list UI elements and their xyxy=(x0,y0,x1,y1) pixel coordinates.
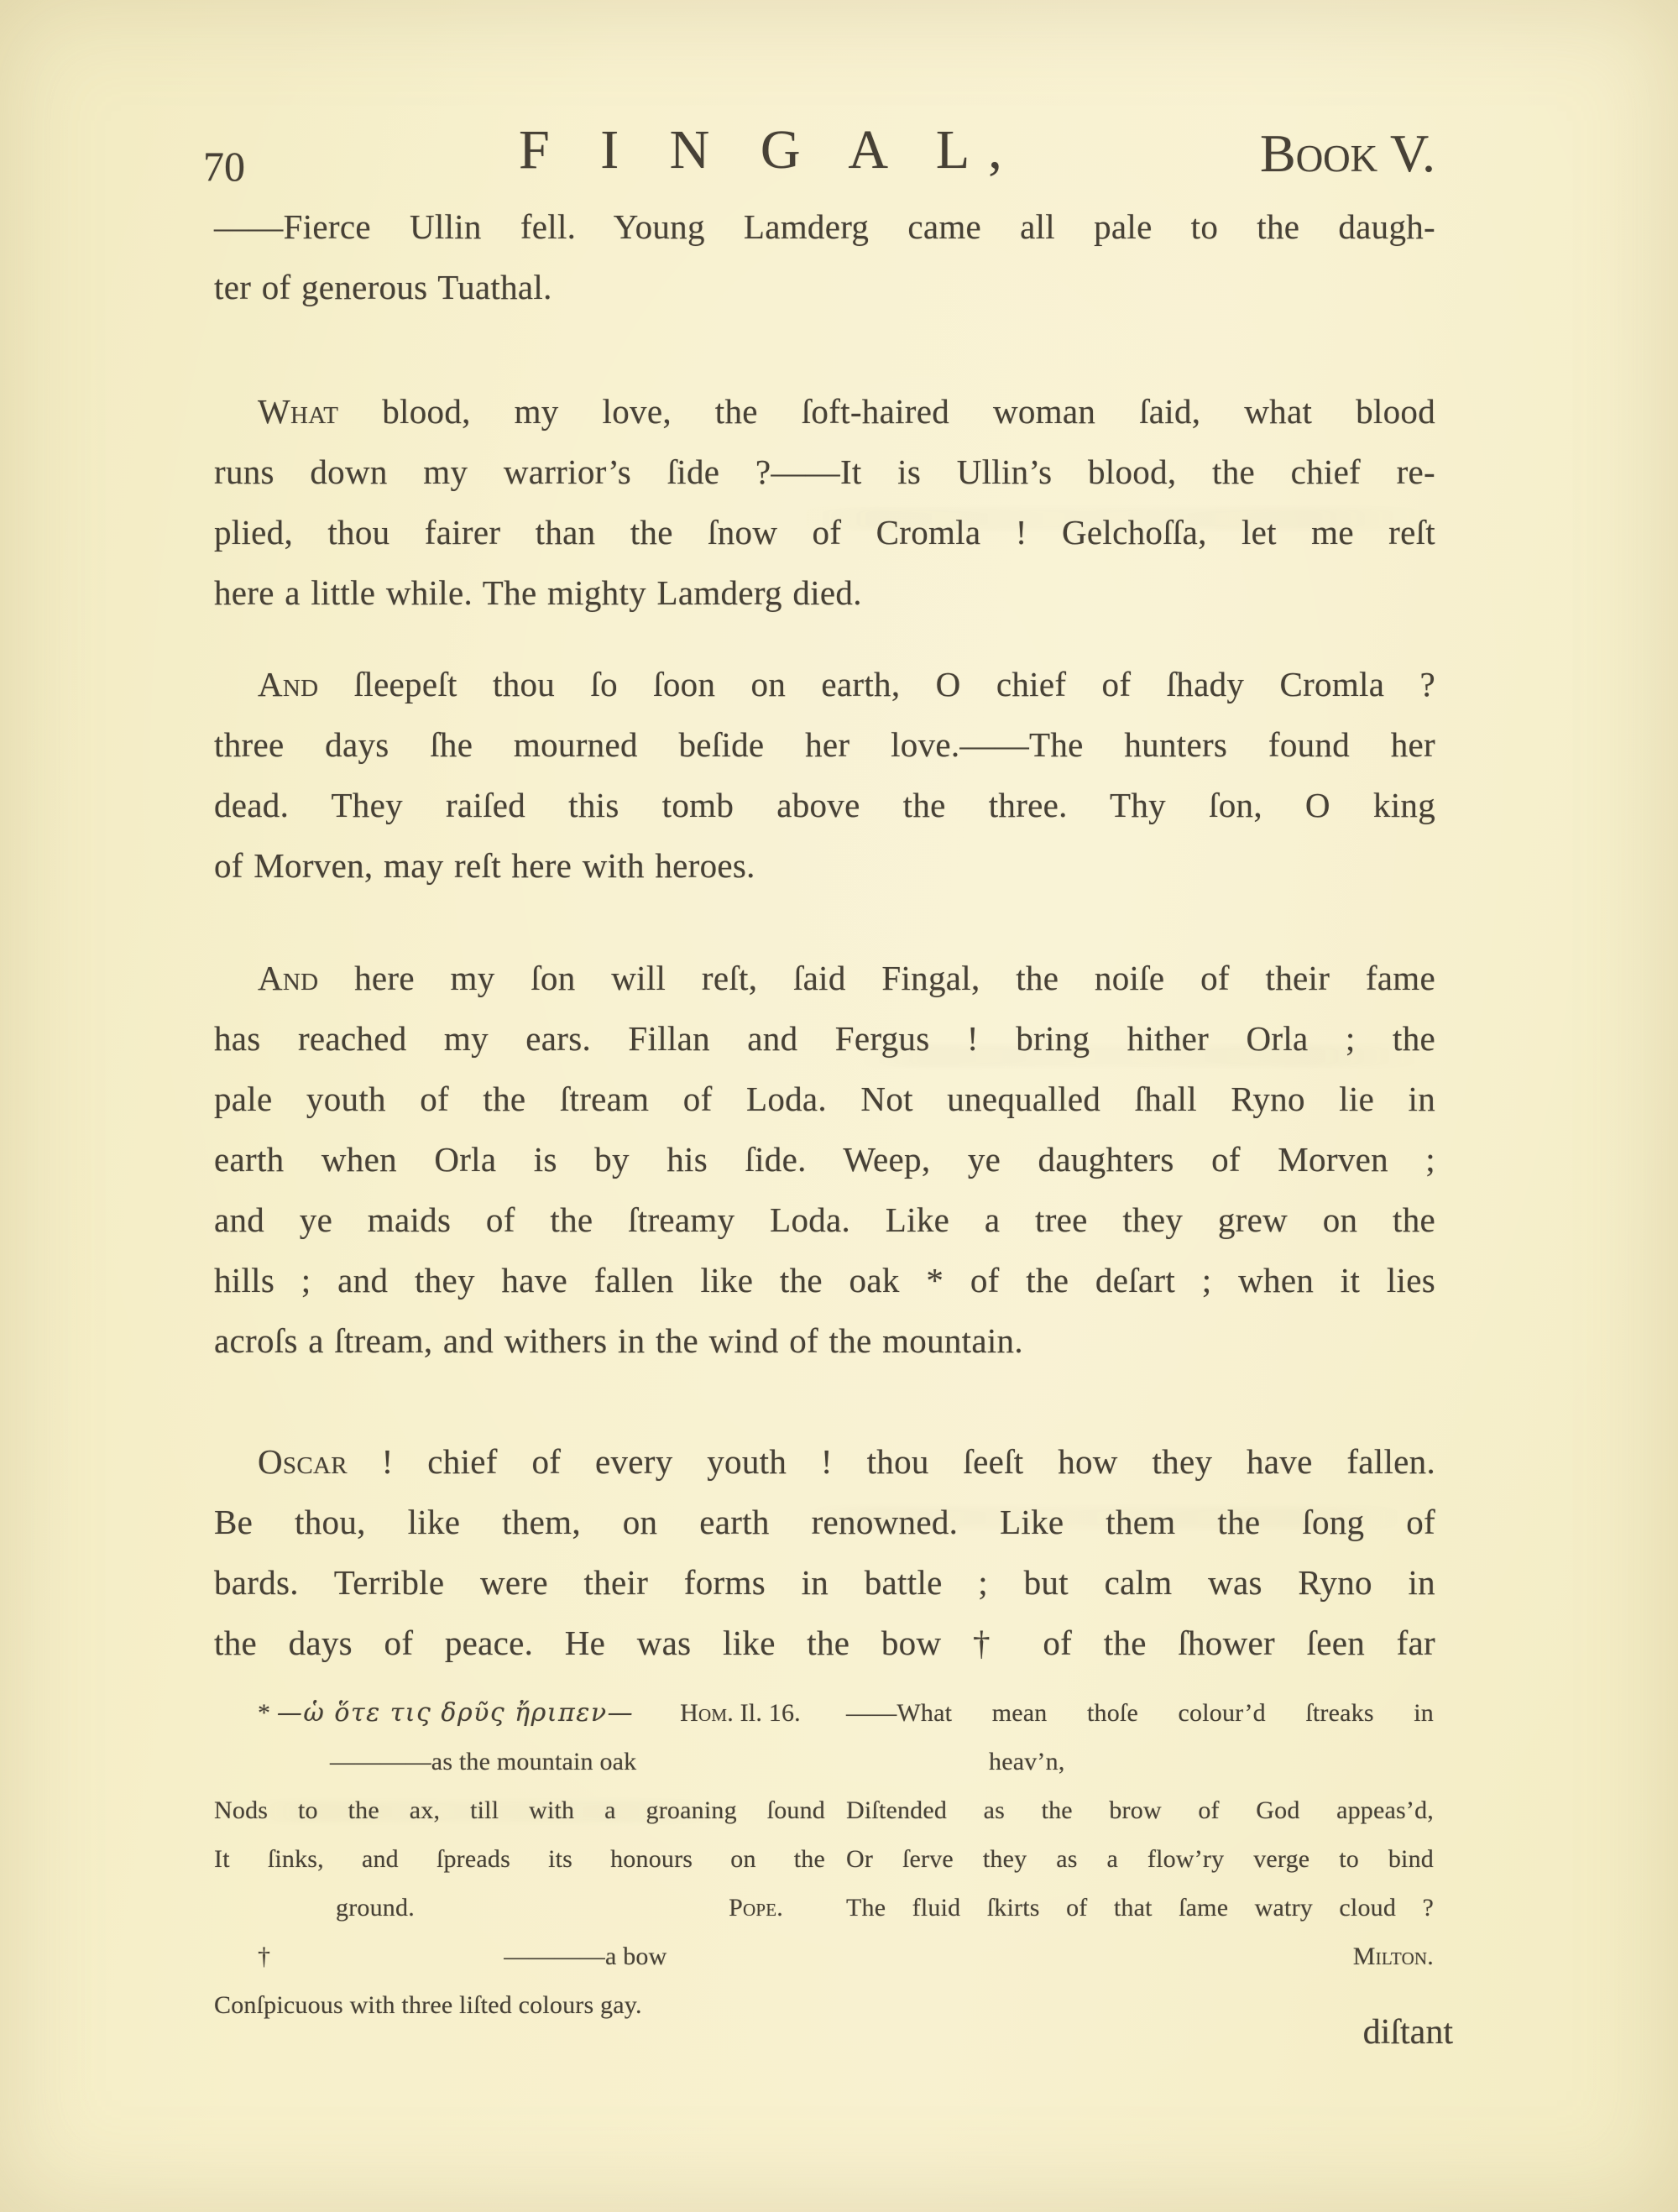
footnote-line: Conſpicuous with three liſted colours gay. xyxy=(214,1991,642,2019)
text-line xyxy=(214,948,1435,1008)
footnote-dagger-marker: † xyxy=(258,1943,271,1970)
paragraph xyxy=(214,196,1435,317)
line-text: ————a bow xyxy=(504,1943,667,1970)
footnote-line xyxy=(214,1884,825,1932)
line-text: ſleepeſt thou ſo ſoon on earth, O chief of ſhady Cromla ? xyxy=(318,665,1435,703)
greek-quote: —ὡ ὅτε τις δρῦς ἤριπεν— xyxy=(276,1698,635,1728)
footnote-line: Or ſerve they as a flow’ry verge to bind xyxy=(846,1845,1434,1873)
lead-word: What xyxy=(258,392,339,431)
footnote-line: Diſtended as the brow of God appeas’d, xyxy=(846,1796,1434,1824)
text-line: Be thou, like them, on earth renowned. Like them the ſong of xyxy=(214,1503,1435,1541)
text-line: ter of generous Tuathal. xyxy=(214,268,552,306)
running-title: F I N G A L, xyxy=(519,119,1021,180)
book-word: Book xyxy=(1260,123,1378,183)
text-line: acroſs a ſtream, and withers in the wind of the mountain. xyxy=(214,1321,1023,1360)
text-line: hills ; and they have fallen like the oak * of the deſart ; when it lies xyxy=(214,1261,1435,1299)
footnote-line: It ſinks, and ſpreads its honours on the xyxy=(214,1845,825,1873)
paragraph xyxy=(214,1431,1435,1673)
footnote-column-left xyxy=(214,1689,825,2030)
footnote-line: The fluid ſkirts of that ſame watry cloud ? xyxy=(846,1894,1434,1922)
page-number: 70 xyxy=(203,143,245,190)
text-line: pale youth of the ſtream of Loda. Not unequalled ſhall Ryno lie in xyxy=(214,1080,1435,1118)
footnote-line xyxy=(214,1932,825,1981)
catchword: diſtant xyxy=(1362,2013,1453,2052)
citation xyxy=(680,1699,801,1727)
line-text: here my ſon will reſt, ſaid Fingal, the noiſe of their fame xyxy=(318,959,1435,997)
footnote-line: ————as the mountain oak xyxy=(330,1748,637,1775)
footnote-line: heav’n, xyxy=(989,1748,1065,1775)
footnote-asterisk-marker: * xyxy=(258,1699,271,1727)
line-text: blood, my love, the ſoft-haired woman ſaid, what blood xyxy=(338,392,1435,431)
citation-author: Hom. xyxy=(680,1699,734,1727)
text-line: dead. They raiſed this tomb above the three. Thy ſon, O king xyxy=(214,786,1435,824)
paragraph xyxy=(214,654,1435,896)
text-line: bards. Terrible were their forms in battle ; but calm was Ryno in xyxy=(214,1563,1435,1602)
text-line: three days ſhe mourned beſide her love.——The hunters found her xyxy=(214,725,1435,764)
text-line xyxy=(214,654,1435,714)
book-numeral: V. xyxy=(1377,123,1435,183)
text-line: here a little while. The mighty Lamderg died. xyxy=(214,573,862,612)
text-line: plied, thou fairer than the ſnow of Cromla ! Gelchoſſa, let me reſt xyxy=(214,513,1435,552)
text-line: and ye maids of the ſtreamy Loda. Like a tree they grew on the xyxy=(214,1200,1435,1239)
text-line: runs down my warrior’s ſide ?——It is Ullin’s blood, the chief re- xyxy=(214,452,1435,491)
book-chapter-label xyxy=(1260,123,1435,183)
text-line: has reached my ears. Fillan and Fergus ! bring hither Orla ; the xyxy=(214,1019,1435,1058)
footnote-line: Nods to the ax, till with a groaning ſound xyxy=(214,1796,825,1824)
paragraph xyxy=(214,381,1435,623)
footnote-line: ——What mean thoſe colour’d ſtreaks in xyxy=(846,1699,1434,1727)
text-line: the days of peace. He was like the bow † of the ſhower ſeen far xyxy=(214,1624,1435,1662)
paragraph xyxy=(214,948,1435,1371)
text-line xyxy=(214,1431,1435,1492)
text-line: of Morven, may reſt here with heroes. xyxy=(214,846,755,885)
text-line: earth when Orla is by his ſide. Weep, ye daughters of Morven ; xyxy=(214,1140,1435,1179)
lead-word: Oscar xyxy=(258,1442,348,1481)
citation-ref: Il. 16. xyxy=(733,1699,801,1727)
citation-author: Pope. xyxy=(729,1894,783,1922)
lead-word: And xyxy=(258,665,319,703)
footnote-line xyxy=(214,1689,825,1738)
lead-word: And xyxy=(258,959,319,997)
text-line: ——Fierce Ullin fell. Young Lamderg came all pale to the daugh- xyxy=(214,207,1435,246)
footnote-column-right xyxy=(846,1689,1434,1981)
citation-author: Milton. xyxy=(1352,1943,1434,1970)
line-text: ! chief of every youth ! thou ſeeſt how they have fallen. xyxy=(347,1442,1435,1481)
text-line xyxy=(214,381,1435,442)
line-text: ground. xyxy=(336,1894,415,1922)
